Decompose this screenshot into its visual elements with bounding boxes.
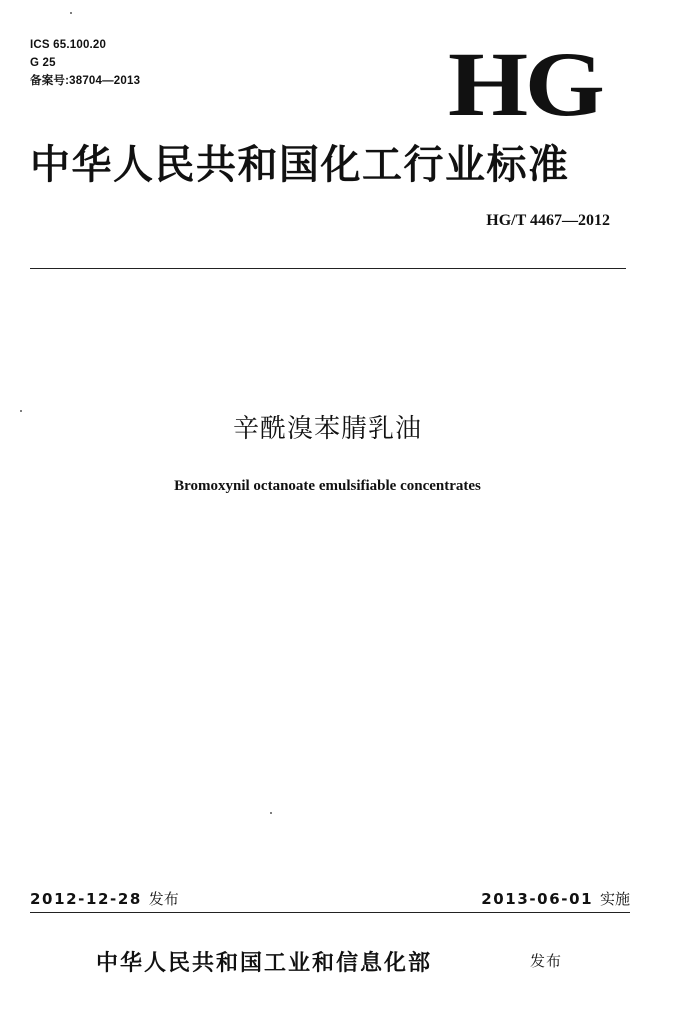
implement-date-block bbox=[481, 888, 630, 909]
implement-label: 实施 bbox=[599, 890, 630, 908]
implement-date: 2013-06-01 bbox=[481, 890, 594, 908]
standard-number: HG/T 4467—2012 bbox=[486, 212, 610, 229]
filing-number: 备案号:38704—2013 bbox=[30, 75, 141, 87]
bottom-divider bbox=[30, 912, 630, 913]
document-metadata bbox=[30, 36, 140, 90]
top-divider bbox=[30, 268, 626, 269]
scan-speck bbox=[70, 12, 72, 14]
english-title: Bromoxynil octanoate emulsifiable concentrates bbox=[174, 478, 481, 494]
issuing-authority: 中华人民共和国工业和信息化部 bbox=[96, 950, 433, 976]
issue-date-block bbox=[30, 888, 179, 909]
issue-date: 2012-12-28 bbox=[30, 890, 142, 908]
scan-speck bbox=[20, 410, 22, 412]
scan-speck bbox=[270, 812, 272, 814]
classification-code: G 25 bbox=[30, 57, 56, 69]
hg-logo: HG bbox=[448, 33, 602, 135]
organization-title: 中华人民共和国化工行业标准 bbox=[30, 141, 570, 188]
issue-label: 发布 bbox=[148, 890, 179, 908]
issuer-label: 发布 bbox=[530, 952, 563, 970]
chinese-title: 辛酰溴苯腈乳油 bbox=[232, 414, 422, 444]
ics-code: ICS 65.100.20 bbox=[30, 39, 107, 51]
